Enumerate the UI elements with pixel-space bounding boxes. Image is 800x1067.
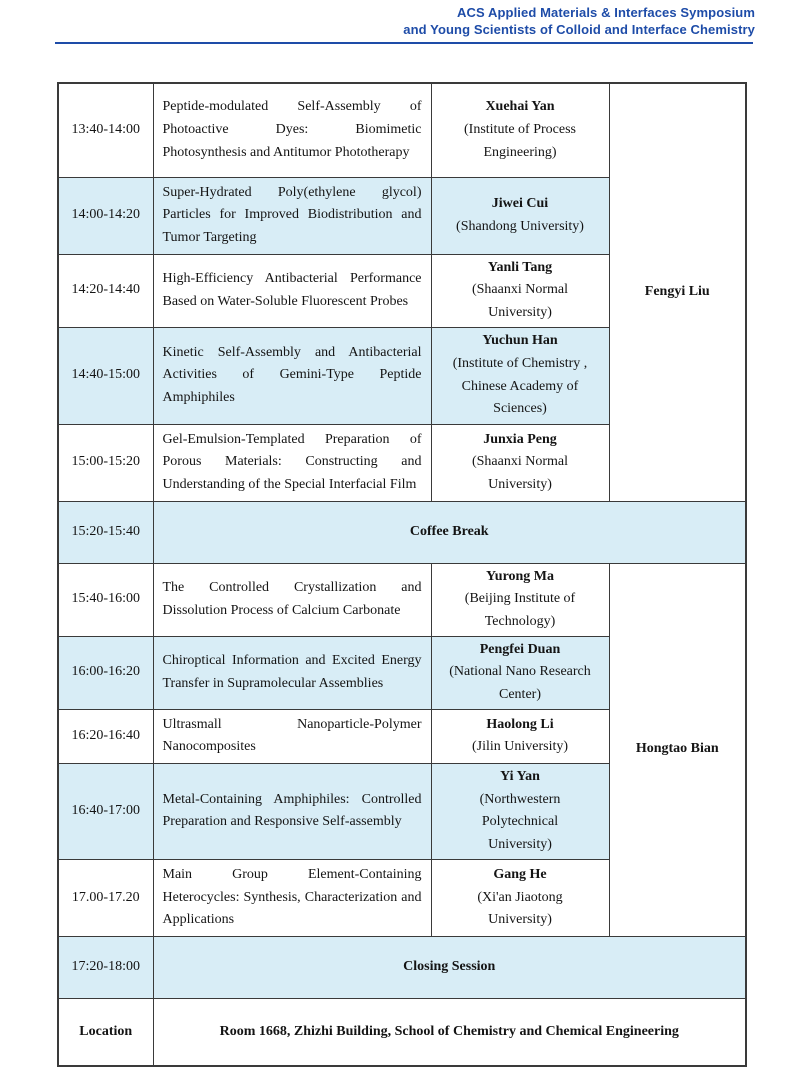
speaker-name: Pengfei Duan	[479, 641, 561, 657]
speaker-affiliation: (Shaanxi Normal University)	[471, 282, 569, 320]
speaker-name: Yi Yan	[500, 769, 540, 785]
symposium-header-line1: ACS Applied Materials & Interfaces Symposium	[457, 5, 755, 20]
program-schedule-table	[57, 82, 747, 1067]
talk-speaker-cell	[431, 327, 609, 424]
speaker-affiliation: (Institute of Chemistry , Chinese Academy of Sciences)	[452, 355, 588, 417]
talk-title: Super-Hydrated Poly(ethylene glycol) Particles for Improved Biodistribution and Tumor Targeting	[153, 177, 431, 254]
talk-title: Chiroptical Information and Excited Energy Transfer in Supramolecular Assemblies	[153, 636, 431, 709]
speaker-name: Xuehai Yan	[485, 99, 555, 115]
talk-title: Main Group Element-Containing Heterocycles: Synthesis, Characterization and Applications	[153, 859, 431, 936]
closing-session-row	[58, 936, 746, 998]
speaker-affiliation: (Shaanxi Normal University)	[471, 454, 569, 492]
speaker-name: Yurong Ma	[485, 568, 555, 584]
talk-time: 13:40-14:00	[58, 83, 153, 177]
symposium-header	[0, 0, 800, 38]
talk-title: Metal-Containing Amphiphiles: Controlled Preparation and Responsive Self-assembly	[153, 763, 431, 859]
speaker-affiliation: (Institute of Process Engineering)	[464, 121, 576, 160]
closing-session-label: Closing Session	[153, 936, 746, 998]
talk-speaker-cell	[431, 177, 609, 254]
speaker-name: Jiwei Cui	[491, 195, 549, 211]
talk-speaker-cell	[431, 424, 609, 501]
talk-time: 16:00-16:20	[58, 636, 153, 709]
location-row	[58, 998, 746, 1066]
talk-speaker-cell	[431, 83, 609, 177]
talk-time: 15:40-16:00	[58, 563, 153, 636]
talk-time: 16:20-16:40	[58, 709, 153, 763]
table-row	[58, 83, 746, 177]
speaker-name: Yuchun Han	[482, 333, 558, 349]
speaker-name: Haolong Li	[486, 716, 554, 732]
session-chair: Hongtao Bian	[609, 563, 746, 936]
closing-time: 17:20-18:00	[58, 936, 153, 998]
coffee-break-label: Coffee Break	[153, 501, 746, 563]
table-row	[58, 563, 746, 636]
talk-time: 14:00-14:20	[58, 177, 153, 254]
talk-title: Kinetic Self-Assembly and Antibacterial Activities of Gemini-Type Peptide Amphiphiles	[153, 327, 431, 424]
speaker-affiliation: (Shandong University)	[456, 218, 584, 234]
talk-title: Peptide-modulated Self-Assembly of Photoactive Dyes: Biomimetic Photosynthesis and Antitumor Phototherapy	[153, 83, 431, 177]
talk-speaker-cell	[431, 563, 609, 636]
speaker-name: Junxia Peng	[483, 431, 557, 447]
speaker-affiliation: (Jilin University)	[471, 739, 569, 755]
talk-speaker-cell	[431, 636, 609, 709]
speaker-affiliation: (Northwestern Polytechnical University)	[479, 791, 561, 853]
talk-title: The Controlled Crystallization and Dissolution Process of Calcium Carbonate	[153, 563, 431, 636]
talk-time: 15:00-15:20	[58, 424, 153, 501]
talk-title: Gel-Emulsion-Templated Preparation of Porous Materials: Constructing and Understanding of the Special Interfacial Film	[153, 424, 431, 501]
talk-time: 16:40-17:00	[58, 763, 153, 859]
speaker-affiliation: (National Nano Research Center)	[449, 664, 591, 702]
session-chair: Fengyi Liu	[609, 83, 746, 501]
header-divider	[55, 42, 753, 44]
speaker-affiliation: (Xi'an Jiaotong University)	[477, 889, 563, 928]
talk-speaker-cell	[431, 709, 609, 763]
talk-time: 17.00-17.20	[58, 859, 153, 936]
talk-title: High-Efficiency Antibacterial Performance Based on Water-Soluble Fluorescent Probes	[153, 254, 431, 327]
talk-time: 14:40-15:00	[58, 327, 153, 424]
speaker-name: Gang He	[493, 866, 547, 882]
talk-title: Ultrasmall Nanoparticle-Polymer Nanocomposites	[153, 709, 431, 763]
talk-time: 14:20-14:40	[58, 254, 153, 327]
talk-speaker-cell	[431, 763, 609, 859]
talk-speaker-cell	[431, 254, 609, 327]
coffee-break-row	[58, 501, 746, 563]
symposium-header-line2: and Young Scientists of Colloid and Interface Chemistry	[403, 22, 755, 37]
speaker-affiliation: (Beijing Institute of Technology)	[464, 591, 576, 629]
talk-speaker-cell	[431, 859, 609, 936]
location-value: Room 1668, Zhizhi Building, School of Chemistry and Chemical Engineering	[153, 998, 746, 1066]
location-label: Location	[58, 998, 153, 1066]
speaker-name: Yanli Tang	[487, 259, 553, 275]
break-time: 15:20-15:40	[58, 501, 153, 563]
